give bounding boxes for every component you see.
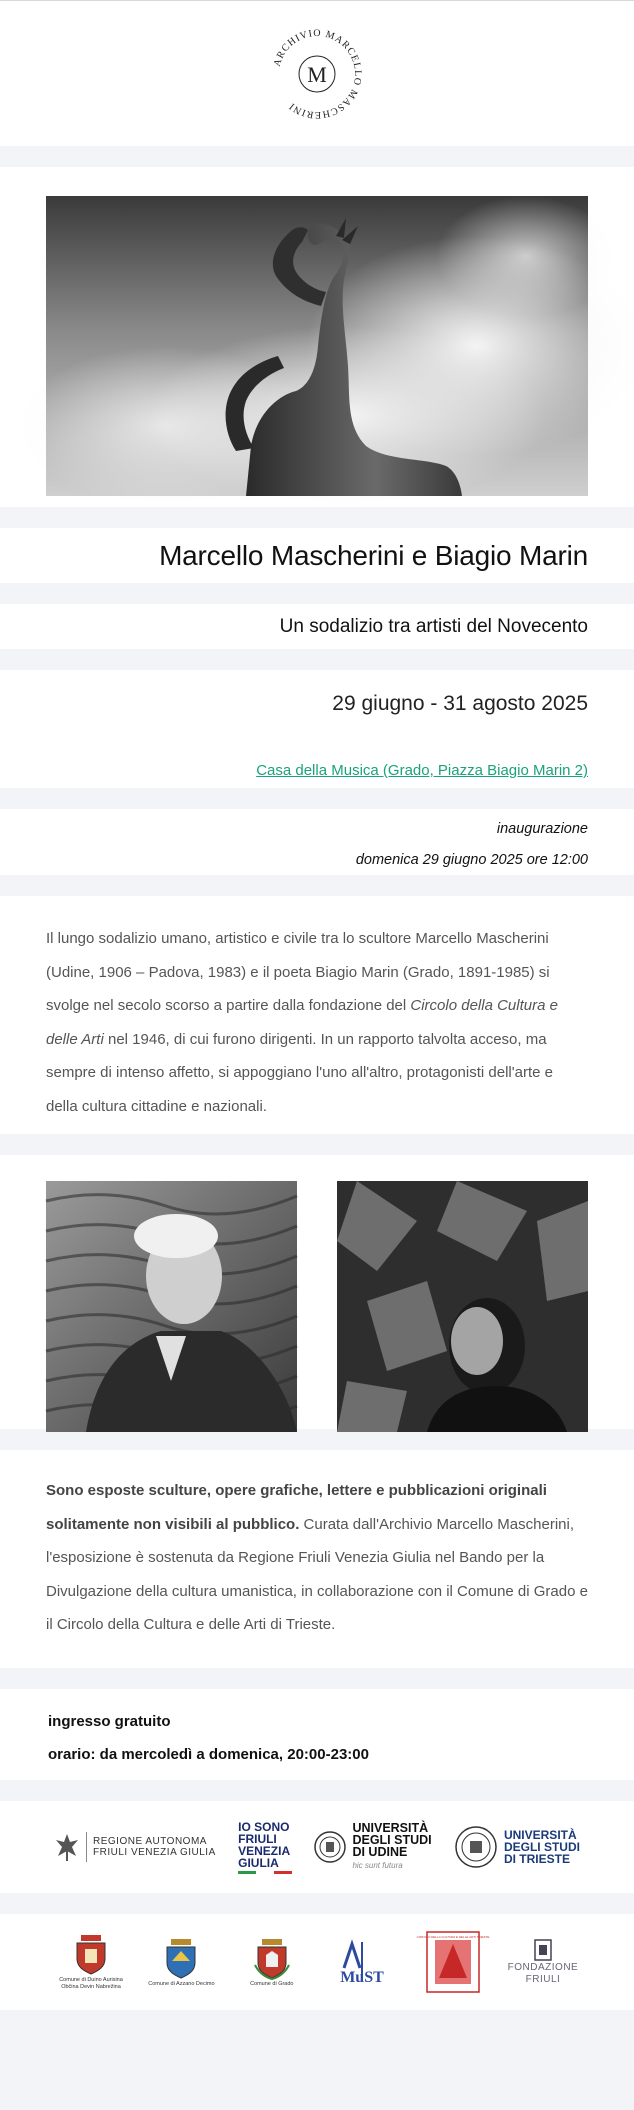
intro-text-end: nel 1946, di cui furono dirigenti. In un rapporto talvolta acceso, ma sempre di intenso affetto, si appoggiano l'uno all'altro, protagonisti dell'arte e della cultura cittadine e nazionali.: [46, 1030, 553, 1115]
partner-circolo-cultura[interactable]: [408, 1930, 498, 1994]
udine-seal-icon: [314, 1831, 346, 1863]
opening-hours: orario: da mercoledì a domenica, 20:00-23:00: [48, 1746, 369, 1763]
subtitle-section: [0, 604, 634, 649]
intro-italic-name: Circolo della Cultura e delle Arti: [46, 997, 558, 1048]
udine-line-2: DEGLI STUDI: [352, 1833, 432, 1847]
fondazione-line-2: FRIULI: [525, 1974, 561, 1985]
inauguration-section: [0, 809, 634, 875]
udine-line-3: DI UDINE: [352, 1845, 408, 1859]
grado-label: Comune di Grado: [250, 1980, 294, 1987]
portrait-biagio-marin: [46, 1181, 297, 1432]
partner-comune-duino[interactable]: [46, 1933, 136, 1991]
inauguration-datetime: domenica 29 giugno 2025 ore 12:00: [355, 852, 588, 868]
venue-link[interactable]: Casa della Musica (Grado, Piazza Biagio Marin 2): [256, 762, 588, 779]
tricolor-stripe: [238, 1871, 292, 1874]
intro-text-start: Il lungo sodalizio umano, artistico e civile tra lo scultore Marcello Mascherini (Udine, 1906 – Padova, 1983) e il poeta Biagio Marin (Grado, 1891-1985) si svolge nel secolo scorso a partire dalla fondazione del: [46, 930, 550, 1014]
intro-section: [0, 896, 634, 1134]
logo-monogram: M: [307, 61, 327, 87]
regione-line-2: FRIULI VENEZIA GIULIA: [93, 1847, 216, 1858]
details-paragraph: [46, 1474, 588, 1642]
sponsor-universita-udine[interactable]: [314, 1822, 431, 1872]
duino-label-2: Občina Devin Nabrežina: [61, 1984, 121, 1990]
partner-comune-azzano[interactable]: [136, 1937, 226, 1988]
trieste-seal-icon: [454, 1825, 498, 1869]
fondazione-emblem-icon: [533, 1938, 553, 1962]
page-subtitle: Un sodalizio tra artisti del Novecento: [279, 615, 588, 637]
sponsor-regione-fvg[interactable]: [54, 1832, 216, 1862]
archive-logo: [262, 19, 372, 129]
trieste-line-2: DEGLI STUDI: [503, 1840, 580, 1854]
title-section: [0, 528, 634, 583]
fvg-line-2: FRIULI: [238, 1831, 277, 1846]
fvg-line-4: GIULIA: [238, 1855, 279, 1870]
partner-comune-grado[interactable]: [227, 1937, 317, 1988]
exhibition-dates: 29 giugno - 31 agosto 2025: [332, 692, 588, 715]
dates-section: [0, 670, 634, 788]
fvg-line-3: VENEZIA: [238, 1843, 291, 1858]
duino-crest-icon: [72, 1933, 110, 1975]
duino-label-1: Comune di Duino Aurisina: [59, 1977, 123, 1983]
sponsor-universita-trieste[interactable]: [454, 1825, 580, 1869]
inauguration-label: inaugurazione: [496, 821, 588, 837]
trieste-line-3: DI TRIESTE: [503, 1852, 570, 1866]
hero-sculpture-image: [46, 196, 588, 496]
grado-crest-icon: [253, 1937, 291, 1979]
details-text: Curata dall'Archivio Marcello Mascherini, l'esposizione è sostenuta da Regione Friuli Venezia Giulia nel Bando per la Divulgazione della cultura umanistica, in collaborazione con il Comune di Grado e il Circolo della Cultura e delle Arti di Trieste.: [46, 1515, 588, 1633]
intro-paragraph: [46, 922, 588, 1123]
trieste-line-1: UNIVERSITÀ: [503, 1828, 577, 1842]
must-wordmark: MuST: [340, 1969, 384, 1986]
partner-fondazione-friuli[interactable]: [498, 1938, 588, 1986]
page-title: Marcello Mascherini e Biagio Marin: [159, 539, 588, 571]
details-highlight: Sono esposte sculture, opere grafiche, lettere e pubblicazioni originali solitamente non visibili al pubblico.: [46, 1482, 547, 1533]
hero-section: [0, 167, 634, 507]
portraits-section: [0, 1155, 634, 1429]
sponsors-section: [0, 1801, 634, 1893]
must-logo-icon: [338, 1938, 386, 1986]
logo-section: [0, 1, 634, 146]
partner-must[interactable]: [317, 1938, 407, 1986]
circolo-stamp-text: CIRCOLO DELLA CULTURA E DELLE ARTI TRIESTE: [416, 1935, 489, 1939]
regione-line-1: REGIONE AUTONOMA: [93, 1836, 207, 1847]
portrait-marcello-mascherini: [337, 1181, 588, 1432]
partners-section: [0, 1914, 634, 2010]
sponsor-io-sono-fvg[interactable]: [238, 1821, 292, 1874]
entry-info: ingresso gratuito: [48, 1713, 171, 1730]
fvg-line-1: IO SONO: [238, 1819, 290, 1834]
visitor-info-section: [0, 1689, 634, 1780]
udine-line-1: UNIVERSITÀ: [352, 1821, 429, 1835]
circolo-stamp-icon: [416, 1930, 489, 1994]
fondazione-line-1: FONDAZIONE: [507, 1962, 579, 1973]
logo-ring-text: ARCHIVIO MARCELLO MASCHERINI: [271, 27, 364, 120]
details-section: [0, 1450, 634, 1668]
eagle-icon: [54, 1832, 80, 1862]
udine-motto: hic sunt futura: [352, 1861, 403, 1870]
azzano-crest-icon: [162, 1937, 200, 1979]
azzano-label: Comune di Azzano Decimo: [148, 1980, 215, 1987]
